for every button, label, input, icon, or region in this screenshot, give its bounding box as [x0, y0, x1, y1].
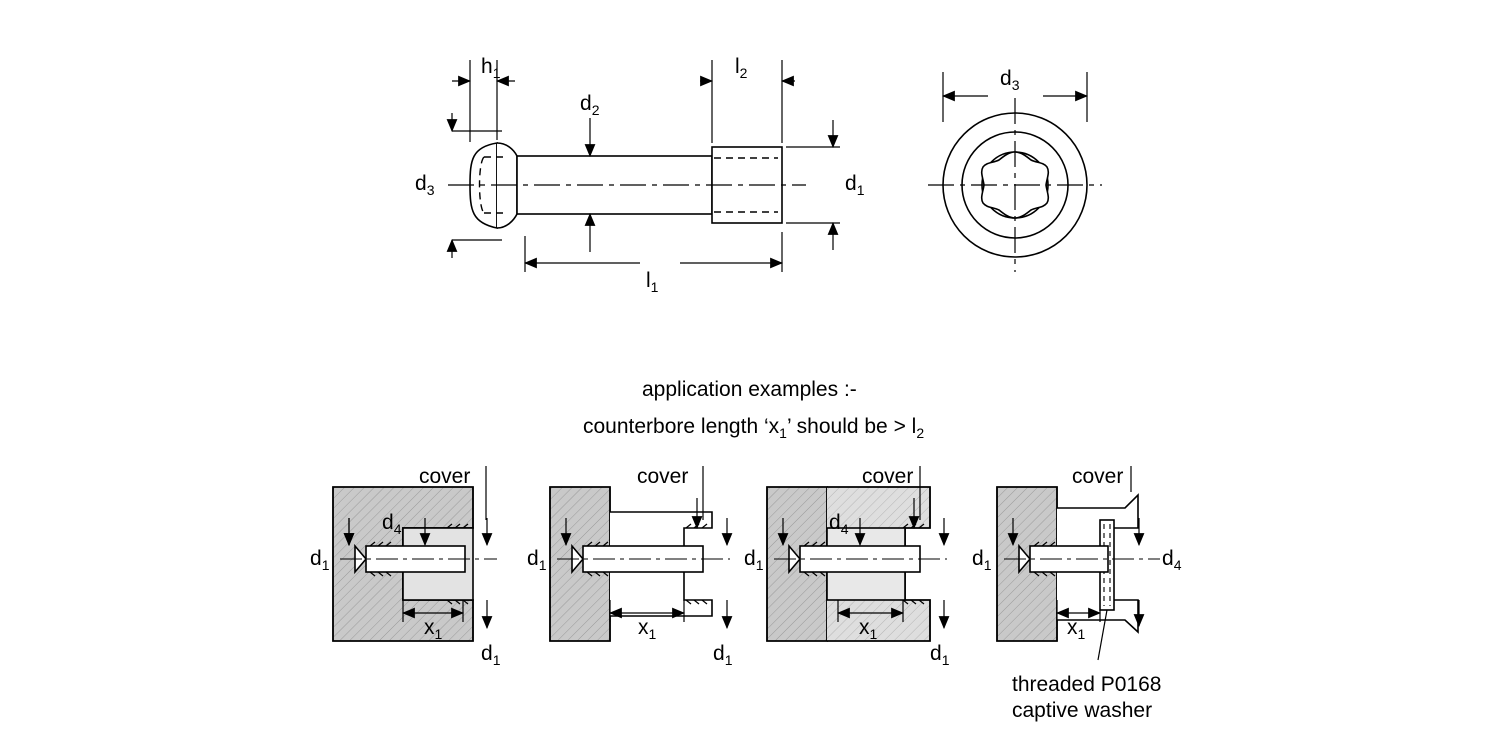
example-4-cover-label: cover [1072, 465, 1124, 488]
example-3-label-d1-left: $d_1$ [744, 547, 764, 574]
example-1-cover-label: cover [419, 465, 471, 488]
counterbore-condition-note: counterbore length ‘$x_1$’ should be > $l_2$ [583, 415, 925, 442]
example-2-label-x1: $x_1$ [638, 616, 657, 643]
example-1-label-d4: $d_4$ [382, 511, 402, 538]
dim-label-d3-side: $d_3$ [415, 172, 435, 199]
example-2-geometry [550, 466, 730, 641]
example-4-label-d4: $d_4$ [1162, 547, 1182, 574]
example-4-label-d1-left: $d_1$ [972, 547, 992, 574]
captive-washer-callout-line2: captive washer [1012, 699, 1153, 722]
example-2-label-d1-right: $d_1$ [713, 642, 733, 669]
example-1-geometry [333, 466, 497, 641]
example-4-label-x1: $x_1$ [1067, 616, 1086, 643]
dim-label-l2: $l_2$ [735, 55, 748, 82]
example-1-label-d1-right: $d_1$ [481, 642, 501, 669]
application-examples-note: application examples :- [642, 378, 857, 401]
dim-label-d2: $d_2$ [580, 92, 600, 119]
example-2-cover-label: cover [637, 465, 689, 488]
example-3-label-d4: $d_4$ [829, 511, 849, 538]
example-3-geometry [767, 466, 947, 641]
example-2-label-d1-left: $d_1$ [527, 547, 547, 574]
dim-label-d1-side: $d_1$ [845, 172, 865, 199]
example-1-label-d1-left: $d_1$ [310, 547, 330, 574]
dim-label-d3-end: $d_3$ [1000, 67, 1020, 94]
dim-label-l1: $l_1$ [646, 269, 659, 296]
example-3-label-d1-right: $d_1$ [930, 642, 950, 669]
example-3-label-x1: $x_1$ [859, 616, 878, 643]
captive-washer-callout-line1: threaded P0168 [1012, 673, 1162, 696]
dim-label-h1: $h_1$ [481, 55, 501, 82]
example-1-label-x1: $x_1$ [424, 616, 443, 643]
example-3-cover-label: cover [862, 465, 914, 488]
